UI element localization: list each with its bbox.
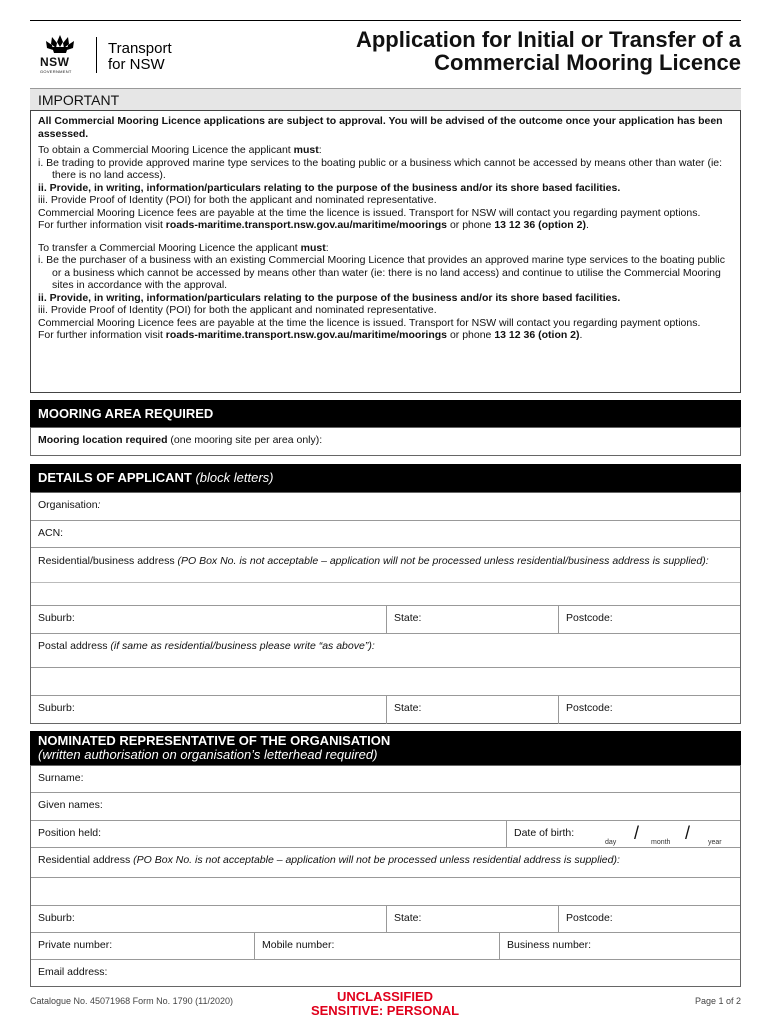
organisation-field[interactable]: Organisation:: [38, 499, 101, 511]
phone-row: [31, 932, 740, 959]
obtain-intro: To obtain a Commercial Mooring Licence the applicant must:: [38, 144, 322, 156]
transfer-fees: Commercial Mooring Licence fees are payable at the time the licence is issued. Transport for NSW will contact you regarding payment options.: [38, 316, 701, 329]
residential-business-address-field[interactable]: Residential/business address (PO Box No. is not acceptable – application will not be processed unless residential/business address is supplied):: [31, 547, 740, 605]
rep-suburb-row: [31, 905, 740, 932]
transfer-item-iii: iii. Provide Proof of Identity (POI) for both the applicant and nominated representative.: [38, 304, 437, 316]
rep-residential-address-field[interactable]: Residential address (PO Box No. is not acceptable – application will not be processed unless residential address is supplied):: [31, 847, 740, 877]
agency-name: [108, 41, 172, 73]
obtain-item-iii: iii. Provide Proof of Identity (POI) for both the applicant and nominated representative.: [38, 194, 437, 206]
classification-marking: UNCLASSIFIED SENSITIVE: PERSONAL: [310, 989, 460, 1018]
rep-state-field[interactable]: State:: [394, 912, 422, 924]
day-label: day: [605, 839, 617, 846]
catalogue-number: Catalogue No. 45071968 Form No. 1790 (11/2020): [30, 996, 233, 1006]
obtain-item-i: i. Be trading to provide approved marine type services to the boating public or a business which cannot be accessed by means other than water (ie: there is no land access).: [38, 156, 723, 181]
rep-residential-address-line-2[interactable]: [31, 877, 740, 905]
position-dob-row: Position held: Date of birth: / / day month year: [31, 820, 740, 847]
important-heading: IMPORTANT: [30, 88, 741, 110]
mooring-location-field[interactable]: Mooring location required (one mooring site per area only):: [38, 434, 323, 446]
obtain-fees: Commercial Mooring Licence fees are payable at the time the licence is issued. Transport for NSW will contact you regarding payment options.: [38, 206, 701, 219]
moorings-link-2[interactable]: roads-maritime.transport.nsw.gov.au/maritime/moorings: [165, 329, 448, 341]
postal-address-line-2[interactable]: [31, 667, 740, 695]
obtain-item-ii: ii. Provide, in writing, information/particulars relating to the purpose of the business and/or its shore based facilities.: [38, 181, 621, 194]
form-title-line-1: Application for Initial or Transfer of a: [355, 27, 741, 52]
postal-address-field[interactable]: Postal address (if same as residential/business please write “as above”):: [31, 633, 740, 667]
residential-address-line-2[interactable]: [31, 582, 740, 605]
important-notice: [30, 110, 741, 393]
applicant-section-heading: DETAILS OF APPLICANT (block letters): [30, 464, 741, 492]
form-title: [356, 28, 741, 74]
form-title-line-2: Commercial Mooring Licence: [434, 50, 741, 75]
page-number: Page 1 of 2: [694, 996, 741, 1006]
applicant-postcode-field[interactable]: Postcode:: [566, 612, 613, 624]
position-held-field[interactable]: Position held:: [38, 827, 102, 839]
government-text: GOVERNMENT: [40, 69, 72, 74]
logo-divider: [96, 37, 97, 73]
private-number-field[interactable]: Private number:: [38, 939, 113, 951]
nsw-wordmark: NSW: [40, 55, 70, 69]
obtain-info: For further information visit roads-maritime.transport.nsw.gov.au/maritime/moorings or phone 13 12 36 (option 2).: [38, 219, 589, 231]
mooring-section-heading: MOORING AREA REQUIRED: [30, 400, 741, 427]
date-of-birth-field[interactable]: Date of birth:: [514, 827, 575, 839]
applicant-state-field[interactable]: State:: [394, 612, 422, 624]
moorings-link[interactable]: roads-maritime.transport.nsw.gov.au/maritime/moorings: [165, 219, 448, 231]
agency-line-1: Transport: [108, 40, 172, 57]
transfer-item-i: i. Be the purchaser of a business with an existing Commercial Mooring Licence that provides an approved marine type services to the boating public or a business which cannot be accessed by means other than water (ie: there is no land access) and continue to utilise the Commercial Mooring sites in accordance with the approval.: [38, 254, 725, 291]
month-label: month: [651, 839, 671, 846]
rep-postcode-field[interactable]: Postcode:: [566, 912, 613, 924]
acn-field[interactable]: ACN:: [31, 520, 740, 547]
nsw-transport-logo: [38, 33, 188, 78]
postal-suburb-row: [31, 695, 740, 724]
applicant-suburb-row: [31, 605, 740, 633]
representative-section-heading: NOMINATED REPRESENTATIVE OF THE ORGANISATION (written authorisation on organisation’s letterhead required): [30, 731, 741, 765]
mobile-number-field[interactable]: Mobile number:: [262, 939, 335, 951]
representative-section: [30, 765, 741, 987]
top-rule: [30, 20, 741, 21]
business-number-field[interactable]: Business number:: [507, 939, 592, 951]
applicant-section: [30, 492, 741, 724]
applicant-suburb-field[interactable]: Suburb:: [38, 612, 75, 624]
header: [30, 28, 741, 83]
email-address-field[interactable]: Email address:: [31, 959, 740, 987]
year-label: year: [708, 839, 722, 846]
postal-state-field[interactable]: State:: [394, 702, 422, 714]
mooring-section: [30, 427, 741, 456]
transfer-intro: To transfer a Commercial Mooring Licence the applicant must:: [38, 241, 329, 254]
postal-suburb-field[interactable]: Suburb:: [38, 702, 75, 714]
transfer-info: For further information visit roads-maritime.transport.nsw.gov.au/maritime/moorings or phone 13 12 36 (otion 2).: [38, 329, 583, 341]
postal-postcode-field[interactable]: Postcode:: [566, 702, 613, 714]
given-names-field[interactable]: Given names:: [31, 792, 740, 820]
rep-suburb-field[interactable]: Suburb:: [38, 912, 75, 924]
transfer-item-ii: ii. Provide, in writing, information/particulars relating to the purpose of the business and/or its shore based facilities.: [38, 291, 621, 304]
agency-line-2: for NSW: [108, 56, 165, 73]
surname-field[interactable]: Surname:: [38, 772, 84, 784]
approval-notice: All Commercial Mooring Licence applications are subject to approval. You will be advised of the outcome once your application has been assessed.: [38, 115, 723, 140]
